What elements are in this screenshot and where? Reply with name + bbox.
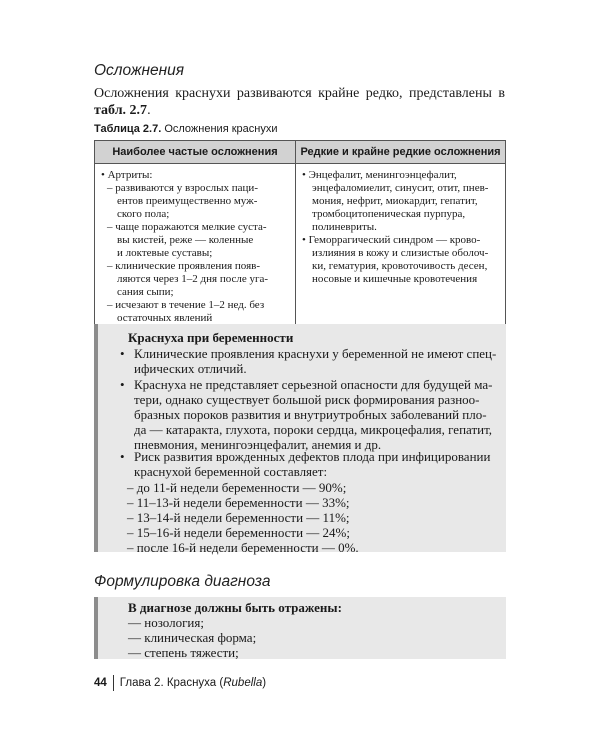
risk-item: – 13–14-й недели беременности — 11%; <box>127 510 350 525</box>
text-line: бразных пороков развития и внутриутробных заболеваний пло- <box>134 407 487 422</box>
chapter-text: Глава 2. Краснуха ( <box>119 677 224 689</box>
bullet: • <box>120 346 125 361</box>
text-line: Клинические проявления краснухи у беременной не имеют спец- <box>134 346 497 361</box>
risk-item: – до 11-й недели беременности — 90%; <box>127 480 347 495</box>
table-cell-common <box>95 164 296 332</box>
text-line: тери, однако существует большой риск формирования разноо- <box>134 392 480 407</box>
table-line: вы кистей, реже — коленные <box>117 234 254 246</box>
chapter-close: ) <box>262 677 267 689</box>
table-row <box>95 164 506 332</box>
diagnosis-box-title: В диагнозе должны быть отражены: <box>128 600 342 615</box>
table-header-common: Наиболее частые осложнения <box>95 141 296 164</box>
table-line: • Артриты: <box>101 169 153 181</box>
text-line: ифических отличий. <box>134 361 247 376</box>
footer-divider <box>113 675 114 691</box>
table-header-row <box>95 141 506 164</box>
table-caption <box>94 123 277 135</box>
page-number: 44 <box>94 677 107 689</box>
table-line: • Геморрагический синдром — крово- <box>302 234 481 246</box>
intro-end: . <box>147 102 151 118</box>
risk-item: – после 16-й недели беременности — 0%. <box>127 540 359 555</box>
table-caption-label: Таблица 2.7. <box>94 123 162 135</box>
intro-text: Осложнения краснухи развиваются крайне редко, представлены в <box>94 86 505 101</box>
chapter-title <box>120 677 266 689</box>
chapter-latin: Rubella <box>223 677 263 689</box>
table-line: ки, гематурия, кровоточивость десен, <box>312 260 488 272</box>
risk-item: – 11–13-й недели беременности — 33%; <box>127 495 350 510</box>
table-line: ляются через 1–2 дня после уга- <box>117 273 269 285</box>
table-line: – чаще поражаются мелкие суста- <box>107 221 267 233</box>
table-line: сания сыпи; <box>117 286 174 298</box>
table-line: ского пола; <box>117 208 170 220</box>
table-line: – исчезают в течение 1–2 нед. без <box>107 299 265 311</box>
bullet: • <box>120 449 125 464</box>
table-line: излияния в кожу и слизистые оболоч- <box>312 247 489 259</box>
page-footer <box>94 675 266 691</box>
pregnancy-box <box>94 324 506 555</box>
section-heading-diagnosis: Формулировка диагноза <box>94 573 271 590</box>
table-line: мония, нефрит, миокардит, гепатит, <box>312 195 478 207</box>
table-line: – клинические проявления появ- <box>107 260 261 272</box>
table-line: • Энцефалит, менингоэнцефалит, <box>302 169 457 181</box>
text-line: Краснуха не представляет серьезной опасности для будущей ма- <box>134 377 493 392</box>
table-line: ентов преимущественно муж- <box>117 195 258 207</box>
text-line: Риск развития врожденных дефектов плода при инфицировании <box>134 449 491 464</box>
intro-paragraph <box>94 86 505 119</box>
pregnancy-box-title: Краснуха при беременности <box>128 330 294 345</box>
text-line: пневмония, менингоэнцефалит, анемия и др. <box>134 437 382 452</box>
table-caption-text: Осложнения краснухи <box>164 123 278 135</box>
risk-item: – 15–16-й недели беременности — 24%; <box>127 525 350 540</box>
diagnosis-item: — степень тяжести; <box>128 645 239 660</box>
text-line: да — катаракта, глухота, пороки сердца, микроцефалия, гепатит, <box>134 422 493 437</box>
diagnosis-item: — клиническая форма; <box>128 630 257 645</box>
section-heading-complications: Осложнения <box>94 62 185 79</box>
table-line: и локтевые суставы; <box>117 247 213 259</box>
diagnosis-item: — нозология; <box>128 615 204 630</box>
table-line: носовые и кишечные кровотечения <box>312 273 478 285</box>
table-line: полиневриты. <box>312 221 377 233</box>
table-line: остаточных явлений <box>117 312 213 324</box>
table-cell-rare <box>296 164 506 332</box>
table-reference: табл. 2.7 <box>94 102 148 118</box>
table-header-rare: Редкие и крайне редкие осложнения <box>296 141 506 164</box>
diagnosis-box <box>94 597 506 659</box>
table-line: – развиваются у взрослых паци- <box>107 182 258 194</box>
complications-table <box>94 140 506 332</box>
table-line: тромбоцитопеническая пурпура, <box>312 208 466 220</box>
text-line: краснухой беременной составляет: <box>134 464 328 479</box>
table-line: энцефаломиелит, синусит, отит, пнев- <box>312 182 489 194</box>
bullet: • <box>120 377 125 392</box>
